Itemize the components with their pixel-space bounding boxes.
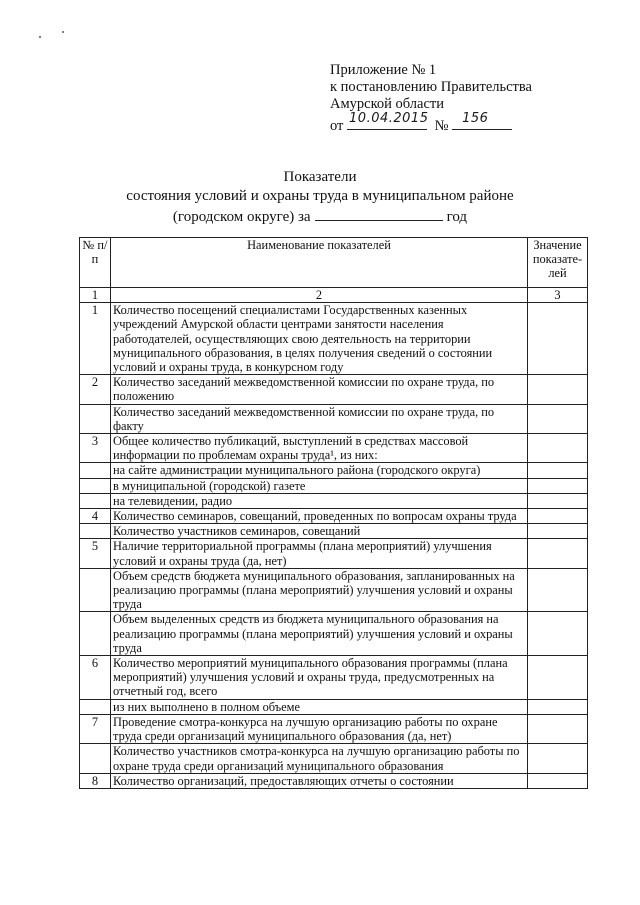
table-row [80,509,588,524]
table-row [80,744,588,773]
appendix-title: Приложение № 1 [330,62,437,78]
row-indicator-name: Общее количество публикаций, выступлений в средствах массовой информации по проблемам охраны труда¹, из них: [111,434,528,463]
header-name: Наименование показателей [111,238,528,288]
row-value-cell[interactable] [528,744,588,773]
row-indicator-name: на сайте администрации муниципального района (городского округа) [111,463,528,478]
handwritten-number: 156 [462,111,489,126]
row-indicator-name: Количество мероприятий муниципального образования программы (плана мероприятий) улучшения условий и охраны труда, предусмотренных на отчетный год, всего [111,656,528,700]
from-label: от [330,118,344,134]
row-indicator-name: Объем выделенных средств из бюджета муниципального образования на реализацию программы (плана мероприятий) улучшения условий и охраны труда [111,612,528,656]
row-value-cell[interactable] [528,404,588,433]
table-body [80,303,588,789]
header-num: № п/п [80,238,111,288]
table-row [80,404,588,433]
table-row [80,773,588,788]
table-row [80,493,588,508]
row-value-cell[interactable] [528,656,588,700]
row-number [80,612,111,656]
index-cell: 1 [80,288,111,303]
table-row [80,568,588,612]
table-row [80,375,588,404]
title-period-prefix: (городском округе) за [172,209,311,225]
row-indicator-name: в муниципальной (городской) газете [111,478,528,493]
row-value-cell[interactable] [528,478,588,493]
row-value-cell[interactable] [528,493,588,508]
header-value: Значение показате-лей [528,238,588,288]
row-number: 3 [80,434,111,463]
title-line-2: состояния условий и охраны труда в муниципальном районе [126,188,514,204]
appendix-decree: к постановлению Правительства [330,79,532,95]
row-number [80,524,111,539]
row-indicator-name: Количество посещений специалистами Государственных казенных учреждений Амурской области центрами занятости населения работодателей, осуществляющих свою деятельность на территории муниципального образования, в целях получения сведений о состоянии условий и охраны труда, в конкурсном году [111,303,528,375]
table-row [80,539,588,568]
table-row [80,612,588,656]
row-indicator-name: Количество заседаний межведомственной комиссии по охране труда, по положению [111,375,528,404]
row-indicator-name: Количество заседаний межведомственной комиссии по охране труда, по факту [111,404,528,433]
row-indicator-name: на телевидении, радио [111,493,528,508]
table-index-row [80,288,588,303]
row-value-cell[interactable] [528,539,588,568]
table-row [80,434,588,463]
row-value-cell[interactable] [528,375,588,404]
title-period-suffix: год [446,209,468,225]
table-header-row [80,238,588,288]
row-value-cell[interactable] [528,434,588,463]
row-value-cell[interactable] [528,509,588,524]
title-line-1: Показатели [283,169,357,185]
row-number [80,404,111,433]
row-value-cell[interactable] [528,699,588,714]
row-indicator-name: из них выполнено в полном объеме [111,699,528,714]
scan-speck [39,36,41,38]
row-indicator-name: Количество семинаров, совещаний, проведенных по вопросам охраны труда [111,509,528,524]
row-value-cell[interactable] [528,568,588,612]
table-row [80,303,588,375]
row-number [80,493,111,508]
number-label: № [434,118,449,134]
row-indicator-name: Проведение смотра-конкурса на лучшую организацию работы по охране труда среди организаций муниципального образования (да, нет) [111,714,528,743]
table-row [80,478,588,493]
row-number [80,699,111,714]
handwritten-date: 10.04.2015 [349,111,429,126]
row-number [80,744,111,773]
row-number [80,463,111,478]
indicators-table [79,237,588,789]
row-indicator-name: Количество организаций, предоставляющих отчеты о состоянии [111,773,528,788]
row-value-cell[interactable] [528,524,588,539]
scan-speck [62,31,64,33]
row-value-cell[interactable] [528,303,588,375]
row-value-cell[interactable] [528,714,588,743]
row-number: 4 [80,509,111,524]
table-row [80,714,588,743]
date-field [347,113,427,130]
appendix-region: Амурской области [330,96,444,112]
row-indicator-name: Количество участников смотра-конкурса на лучшую организацию работы по охране труда среди организаций муниципального образования [111,744,528,773]
period-blank [315,206,443,221]
index-cell: 3 [528,288,588,303]
number-field [452,113,512,130]
row-number: 5 [80,539,111,568]
table-row [80,699,588,714]
row-number [80,568,111,612]
row-number: 8 [80,773,111,788]
row-value-cell[interactable] [528,612,588,656]
row-number: 1 [80,303,111,375]
table-row [80,524,588,539]
row-indicator-name: Наличие территориальной программы (плана мероприятий) улучшения условий и охраны труда (да, нет) [111,539,528,568]
row-indicator-name: Количество участников семинаров, совещаний [111,524,528,539]
row-number: 7 [80,714,111,743]
appendix-date-number [330,113,590,135]
table-row [80,463,588,478]
row-number: 6 [80,656,111,700]
row-number: 2 [80,375,111,404]
row-indicator-name: Объем средств бюджета муниципального образования, запланированных на реализацию программы (плана мероприятий) улучшения условий и охраны труда [111,568,528,612]
table-row [80,656,588,700]
document-title [0,168,640,227]
appendix-block [330,62,590,135]
row-number [80,478,111,493]
row-value-cell[interactable] [528,773,588,788]
title-line-3 [0,206,640,227]
row-value-cell[interactable] [528,463,588,478]
index-cell: 2 [111,288,528,303]
